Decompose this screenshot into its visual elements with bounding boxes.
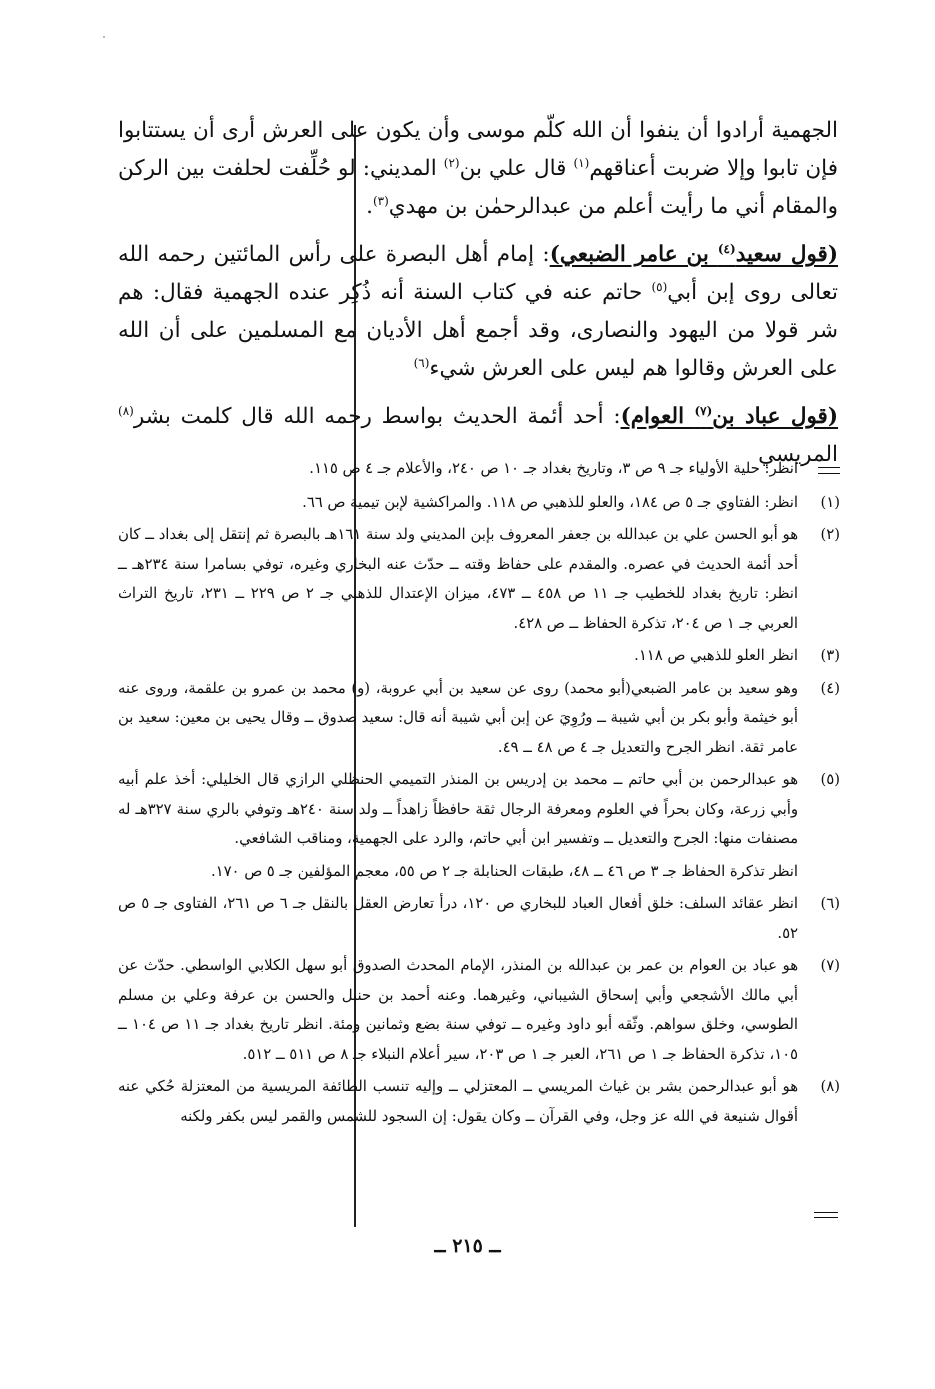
scan-speck [103, 36, 105, 38]
footnote-7 [118, 951, 840, 1069]
p1-text3: المديني: لو حُلِّفت لحلفت بين الركن والمقام أني ما رأيت أعلم من عبدالرحمٰن بن مهدي [118, 156, 838, 219]
footnote-5-sources [118, 857, 840, 887]
footnote-number: (٨) [820, 1078, 840, 1095]
footnote-8 [118, 1072, 840, 1131]
paragraph-2 [118, 236, 838, 388]
footnote-number: (٧) [820, 957, 840, 974]
footnote-ref-3[interactable]: (٣) [372, 193, 389, 208]
footnote-ref-4[interactable]: (٤) [717, 241, 736, 256]
footnote-ref-7[interactable]: (٧) [694, 403, 713, 418]
p3-text: : أحد أئمة الحديث بواسط رحمه الله قال كلمت بشر [133, 404, 621, 429]
footnote-text: هو أبو عبدالرحمن بشر بن غياث المريسي ــ المعتزلي ــ وإليه تنسب الطائفة المريسية من المعتزلة حُكي عنه أقوال شنيعة في الله عز وجل، وفي القرآن ــ وكان يقول: إن السجود للشمس والقمر ليس بكفر ولكنه [118, 1078, 798, 1125]
p3-text2: المريسي [758, 442, 838, 467]
footnote-number: (١) [820, 493, 840, 511]
continues-marker-icon [814, 1212, 838, 1218]
footnote-6 [118, 889, 840, 948]
continuation-marker [798, 454, 840, 485]
footnote-text: هو عباد بن العوام بن عمر بن عبدالله بن المنذر، الإمام المحدث الصدوق أبو سهل الكلابي الواسطي. حدّث عن أبي مالك الأشجعي وأبي إسحاق الشيباني، وغيرهما. وعنه أحمد بن حنبل والحسن بن عرفة وعلي بن مسلم الطوسي، وخلق سواهم. وثّقه أبو داود وغيره ــ توفي سنة بضع وثمانين ومئة. انظر تاريخ بغداد جـ ١١ ص ١٠٤ ــ ١٠٥، تذكرة الحفاظ جـ ١ ص ٢٦١، العبر جـ ١ ص ٢٠٣، سير أعلام النبلاء جـ ٨ ص ٥١١ ــ ٥١٢. [118, 957, 799, 1063]
footnote-text: انظر العلو للذهبي ص ١١٨. [634, 647, 798, 664]
footnote-number: (٢) [820, 526, 840, 543]
footnote-text: هو عبدالرحمن بن أبي حاتم ــ محمد بن إدريس بن المنذر التميمي الحنظلي الرازي قال الخليلي: أخذ علم أبيه وأبي زرعة، وكان بحراً في العلوم ومعرفة الرجال ثقة حافظاً زاهداً ــ ولد سنة ٢٤٠هـ وتوفي بالري سنة ٣٢٧هـ له مصنفات منها: الجرح والتعديل ــ وتفسير ابن أبي حاتم، والرد على الجهمية، ومناقب الشافعي. [118, 771, 798, 847]
footnote-ref-1[interactable]: (١) [573, 155, 590, 170]
p1-text: الجهمية أرادوا أن ينفوا أن الله كلّم موسى وأن يكون على العرش أرى أن يستتابوا فإن تابوا وإلا ضربت أعناقهم [118, 118, 839, 181]
footnote-number: (٣) [820, 647, 840, 664]
p3-heading-part2: العوام) [620, 404, 695, 429]
p2-text2: حاتم عنه في كتاب السنة أنه ذُكِر عنده الجهمية فقال: هم شر قولا من اليهود والنصارى، وقد أجمع أهل الأديان مع المسلمين على أن الله على العرش وقالوا هم ليس على العرش شيء [118, 280, 838, 381]
heading-said-bin-amir [550, 242, 838, 267]
p2-heading-part1: (قول سعيد [735, 242, 839, 267]
footnote-number [798, 857, 840, 887]
footnote-ref-2[interactable]: (٢) [443, 155, 460, 170]
p2-heading-part2: بن عامر الضبعي) [549, 242, 718, 267]
double-rule-icon [818, 467, 840, 474]
main-text [118, 112, 838, 484]
p2-text: : إمام أهل البصرة على رأس المائتين رحمه الله تعالى روى إبن أبي [118, 242, 838, 305]
heading-abbad-bin-awwam [621, 404, 838, 429]
footnote-text: انظر: الفتاوي جـ ٥ ص ١٨٤، والعلو للذهبي ص ١١٨. والمراكشية لإبن تيمية ص ٦٦. [302, 493, 798, 511]
footnote-1 [118, 488, 840, 518]
footnote-ref-6[interactable]: (٦) [413, 355, 430, 370]
footnote-number: (٥) [820, 771, 840, 788]
footnotes [118, 454, 840, 1134]
footnote-2 [118, 520, 840, 638]
footnote-3 [118, 641, 840, 671]
footnote-4 [118, 674, 840, 763]
footnote-ref-8[interactable]: (٨) [118, 403, 134, 418]
page-number: ــ ٢١٥ ــ [434, 1235, 501, 1257]
p1-text2: قال علي بن [459, 156, 574, 181]
footnote-number: (٤) [820, 679, 840, 697]
footnote-5 [118, 765, 840, 854]
footnote-continuation [118, 454, 840, 485]
p1-end: . [366, 194, 373, 219]
footnote-text: انظر عقائد السلف: خلق أفعال العباد للبخاري ص ١٢٠، درأ تعارض العقل بالنقل جـ ٦ ص ٢٦١، الفتاوى جـ ٥ ص ٥٢. [118, 895, 798, 942]
footnote-text: وهو سعيد بن عامر الضبعي(أبو محمد) روى عن سعيد بن أبي عروبة، (و) محمد بن عمرو بن علقمة، وروى عنه أبو خيثمة وأبو بكر بن أبي شيبة ــ ورُوِيَ عن إبن أبي شيبة أنه قال: سعيد صدوق ــ وقال يحيى بن معين: سعيد بن عامر ثقة. انظر الجرح والتعديل جـ ٤ ص ٤٨ ــ ٤٩. [118, 679, 798, 756]
paragraph-1 [118, 112, 838, 226]
p3-heading-part1: (قول عباد بن [712, 404, 839, 429]
footnote-text: هو أبو الحسن علي بن عبدالله بن جعفر المعروف بإبن المديني ولد سنة ١٦١هـ بالبصرة ثم إنتقل إلى بغداد ــ كان أحد أئمة الحديث في عصره. والمقدم على حفاظ وقته ــ حدّث عنه البخاري وغيره، توفي بسامرا سنة ٢٣٤هـ ــ انظر: تاريخ بغداد للخطيب جـ ١١ ص ٤٥٨ ــ ٤٧٣، ميزان الإعتدال للذهبي جـ ٢ ص ٢٢٩ ــ ٢٣١، تاريخ التراث العربي جـ ١ ص ٢٠٤، تذكرة الحفاظ ــ ص ٤٢٨. [118, 526, 799, 632]
footnote-ref-5[interactable]: (٥) [651, 279, 668, 294]
footnote-text: انظر تذكرة الحفاظ جـ ٣ ص ٤٦ ــ ٤٨، طبقات الحنابلة جـ ٢ ص ٥٥، معجم المؤلفين جـ ٥ ص ١٧٠. [210, 862, 798, 880]
footnote-text: انظر: حلية الأولياء جـ ٩ ص ٣، وتاريخ بغداد جـ ١٠ ص ٢٤٠، والأعلام جـ ٤ ص ١١٥. [309, 460, 798, 477]
footnote-number: (٦) [820, 895, 840, 912]
